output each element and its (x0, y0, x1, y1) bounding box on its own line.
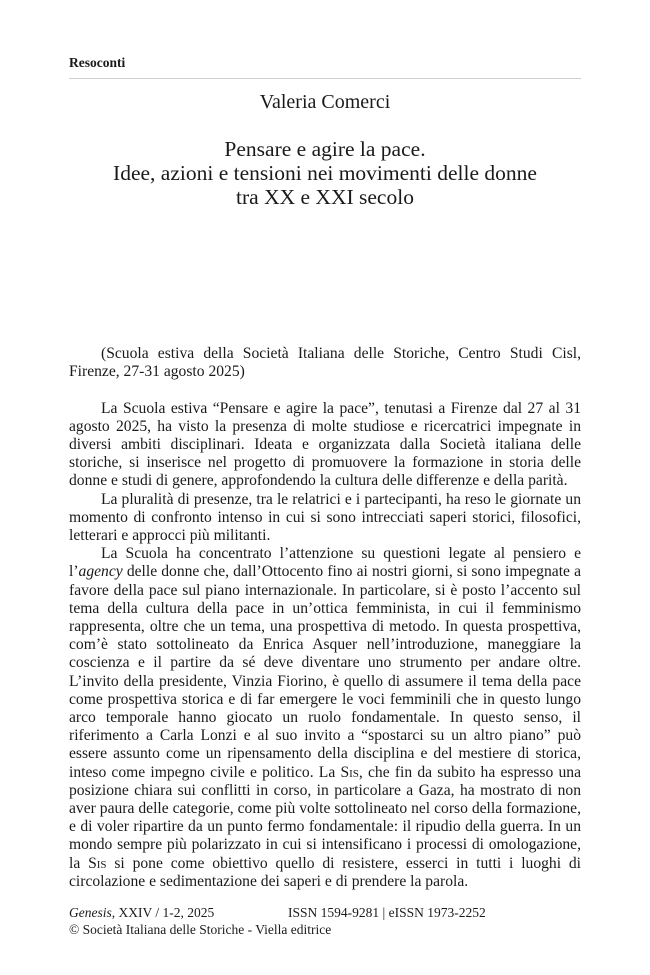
paragraph (69, 545, 581, 891)
author-name: Valeria Comerci (259, 91, 391, 113)
org-acronym: Sis (88, 854, 107, 872)
paragraph: La Scuola estiva “Pensare e agire la pace”, tenutasi a Firenze dal 27 al 31 agosto 2025, ha visto la presenza di molte studiose e ricercatrici impegnate in diversi ambiti disciplinari. Ideata e organizzata dalla Società italiana delle storiche, si inserisce nel progetto di promuovere la formazione in storia delle donne e studi di genere, approfondendo la cultura delle differenze e della parità. (69, 399, 581, 490)
title-line: tra XX e XXI secolo (236, 185, 414, 209)
issn: ISSN 1594-9281 | eISSN 1973-2252 (288, 905, 486, 920)
italic-term: agency (78, 563, 123, 581)
article-body (69, 345, 581, 891)
event-info: (Scuola estiva della Società Italiana delle Storiche, Centro Studi Cisl, Firenze, 27-31 agosto 2025) (69, 345, 581, 381)
paragraph: La pluralità di presenze, tra le relatrici e i partecipanti, ha reso le giornate un momento di confronto intenso in cui si sono intrecciati saperi storici, filosofici, letterari e approcci più militanti. (69, 490, 581, 545)
paragraph-text: si pone come obiettivo quello di resistere, esserci in tutti i luoghi di circolazione e sedimentazione dei saperi e di prendere la parola. (69, 854, 581, 890)
title-line: Idee, azioni e tensioni nei movimenti delle donne (113, 161, 537, 185)
section-label: Resoconti (69, 55, 126, 70)
journal-issue: , XXIV / 1-2, 2025 (111, 905, 215, 920)
paragraph-text: La Scuola ha concentrato l’attenzione su questioni legate al pensiero e l’ (69, 545, 581, 581)
paragraph-text: , che fin da subito ha espresso una posizione chiara sui conflitti in corso, in particolare a Gaza, ha mostrato di non aver paura delle categorie, come più volte sottolineato nel corso della formazione, e di voler ripartire da un punto fermo fondamentale: il ripudio della guerra. In un mondo sempre più polarizzato in cui si intensificano i processi di omologazione, la (69, 763, 582, 872)
journal-citation (69, 904, 214, 921)
title-line: Pensare e agire la pace. (224, 137, 426, 161)
article-title (69, 137, 581, 209)
paragraph-text: delle donne che, dall’Ottocento fino ai nostri giorni, si sono impegnate a favore della pace sul piano internazionale. In particolare, si è posto l’accento sul tema della cultura della pace in un’ottica femminista, in cui il femminismo rappresenta, oltre che un tema, una prospettiva di metodo. In questa prospettiva, com’è stato sottolineato da Enrica Asquer nell’introduzione, maneggiare la coscienza e il partire da sé deve diventare uno strumento per andare oltre. L’invito della presidente, Vinzia Fiorino, è quello di assumere il tema della pace come prospettiva storica e di far emergere le voci femminili che in questo lungo arco temporale hanno giocato un ruolo fondamentale. In questo senso, il riferimento a Carla Lonzi e al suo invito a “spostarci su un altro piano” può essere assunto come un ripensamento della disciplina e del mestiere di storica, inteso come impegno civile e politico. La (69, 563, 581, 781)
copyright: © Società Italiana delle Storiche - Viella editrice (69, 922, 332, 937)
header-rule (69, 78, 581, 79)
journal-name: Genesis (69, 905, 112, 920)
org-acronym: Sis (340, 763, 359, 781)
page-footer (69, 904, 581, 938)
